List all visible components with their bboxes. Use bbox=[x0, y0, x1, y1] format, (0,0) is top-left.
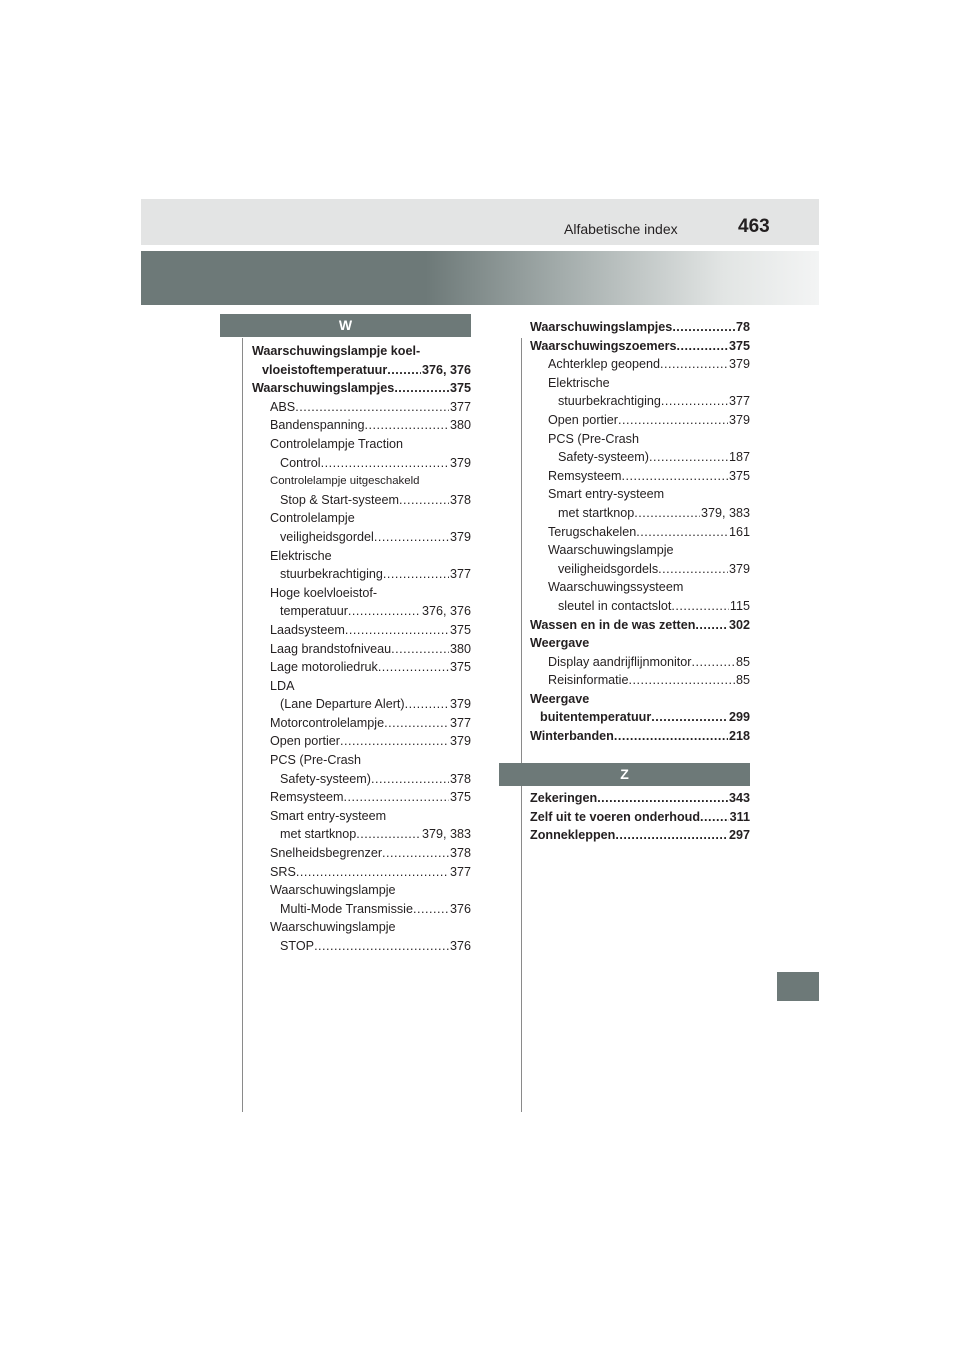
index-entry[interactable]: Zelf uit te voeren onderhoud ..... 311 bbox=[530, 808, 750, 827]
page-ref[interactable]: 377 bbox=[449, 715, 471, 730]
index-entry[interactable]: Bandenspanning ..... 380 bbox=[252, 416, 471, 435]
index-entry[interactable]: Winterbanden ..... 218 bbox=[530, 727, 750, 746]
page-ref[interactable]: 299 bbox=[728, 710, 750, 725]
page-ref[interactable]: 380 bbox=[449, 641, 471, 656]
page-ref[interactable]: 376 bbox=[449, 901, 471, 916]
index-entry[interactable]: Open portier ..... 379 bbox=[530, 411, 750, 430]
index-entry[interactable]: Control ..... 379 bbox=[252, 454, 471, 473]
page-ref[interactable]: 379 bbox=[449, 455, 471, 470]
index-entry[interactable]: Waarschuwingslampjes ..... 78 bbox=[530, 318, 750, 337]
page-ref[interactable]: 297 bbox=[728, 828, 750, 843]
page-ref[interactable]: 376, 376 bbox=[421, 362, 471, 377]
index-entry[interactable]: Controlelampje uitgeschakeld bbox=[270, 475, 420, 488]
page-ref[interactable]: 379 bbox=[728, 357, 750, 372]
index-entry[interactable]: Stop & Start-systeem ..... 378 bbox=[252, 491, 471, 510]
index-column-right-z bbox=[530, 789, 750, 845]
index-entry[interactable]: Waarschuwingslampje koel- bbox=[252, 344, 421, 358]
page-ref[interactable]: 378 bbox=[449, 846, 471, 861]
index-entry[interactable]: Controlelampje bbox=[270, 511, 355, 526]
index-entry[interactable]: Zekeringen ..... 343 bbox=[530, 789, 750, 808]
index-entry[interactable]: Open portier ..... 379 bbox=[252, 732, 471, 751]
index-entry[interactable]: Multi-Mode Transmissie ..... 376 bbox=[252, 900, 471, 919]
section-letter: Z bbox=[620, 766, 629, 783]
index-entry[interactable]: Achterklep geopend ..... 379 bbox=[530, 355, 750, 374]
index-entry[interactable]: met startknop ..... 379, 383 bbox=[530, 504, 750, 523]
index-entry[interactable]: Elektrische bbox=[270, 548, 332, 563]
page-ref[interactable]: 161 bbox=[728, 524, 750, 539]
index-entry[interactable]: Laag brandstofniveau ..... 380 bbox=[252, 640, 471, 659]
index-entry[interactable]: Smart entry-systeem bbox=[270, 808, 387, 823]
page-ref[interactable]: 343 bbox=[728, 791, 750, 805]
index-entry[interactable]: Display aandrijflijnmonitor ..... 85 bbox=[530, 653, 750, 672]
index-entry[interactable]: SRS ..... 377 bbox=[252, 863, 471, 882]
index-entry[interactable]: Elektrische bbox=[548, 375, 610, 390]
index-entry[interactable]: (Lane Departure Alert) ..... 379 bbox=[252, 695, 471, 714]
index-entry[interactable]: stuurbekrachtiging ..... 377 bbox=[252, 565, 471, 584]
page-ref[interactable]: 78 bbox=[735, 320, 750, 334]
page-ref[interactable]: 187 bbox=[728, 450, 750, 465]
index-entry[interactable]: Waarschuwingslampje bbox=[270, 883, 396, 898]
page-ref[interactable]: 379 bbox=[449, 734, 471, 749]
chapter-band bbox=[141, 251, 819, 305]
index-entry[interactable]: Safety-systeem) ..... 187 bbox=[530, 448, 750, 467]
index-entry[interactable]: Wassen en in de was zetten ..... 302 bbox=[530, 616, 750, 635]
index-entry[interactable]: PCS (Pre-Crash bbox=[270, 753, 361, 768]
page-ref[interactable]: 311 bbox=[729, 809, 750, 824]
page-ref[interactable]: 379, 383 bbox=[421, 827, 471, 842]
index-entry[interactable]: Waarschuwingslampje bbox=[548, 543, 674, 558]
section-header-z bbox=[499, 763, 750, 786]
column-divider-right bbox=[521, 338, 522, 1112]
index-entry[interactable]: Zonnekleppen ..... 297 bbox=[530, 826, 750, 845]
index-entry[interactable]: Remsysteem ..... 375 bbox=[252, 788, 471, 807]
index-entry[interactable]: Controlelampje Traction bbox=[270, 436, 403, 451]
page-ref[interactable]: 377 bbox=[728, 394, 750, 409]
index-entry[interactable]: Laadsysteem ..... 375 bbox=[252, 621, 471, 640]
index-column-right bbox=[530, 318, 750, 746]
index-entry[interactable]: Motorcontrolelampje ..... 377 bbox=[252, 714, 471, 733]
index-entry[interactable]: Waarschuwingszoemers ..... 375 bbox=[530, 337, 750, 356]
header-bar bbox=[141, 199, 819, 245]
page-ref[interactable]: 218 bbox=[728, 729, 750, 744]
page-ref[interactable]: 375 bbox=[449, 381, 471, 396]
index-entry[interactable]: stuurbekrachtiging ..... 377 bbox=[530, 392, 750, 411]
index-entry[interactable]: LDA bbox=[270, 678, 295, 693]
index-entry[interactable]: ABS ..... 377 bbox=[252, 398, 471, 417]
index-entry[interactable]: Waarschuwingslampjes ..... 375 bbox=[252, 379, 471, 398]
page-ref[interactable]: 302 bbox=[728, 617, 750, 632]
index-entry[interactable]: Terugschakelen ..... 161 bbox=[530, 523, 750, 542]
page-ref[interactable]: 380 bbox=[449, 418, 471, 433]
page-ref[interactable]: 376, 376 bbox=[421, 604, 471, 619]
index-entry[interactable]: Waarschuwingslampje bbox=[270, 920, 396, 935]
page-ref[interactable]: 379 bbox=[728, 561, 750, 576]
index-entry[interactable]: STOP ..... 376 bbox=[252, 937, 471, 956]
index-column-left bbox=[220, 314, 471, 956]
page-ref[interactable]: 377 bbox=[449, 399, 471, 414]
index-entry[interactable]: met startknop ..... 379, 383 bbox=[252, 825, 471, 844]
page-ref[interactable]: 375 bbox=[449, 660, 471, 675]
index-entry[interactable]: PCS (Pre-Crash bbox=[548, 431, 639, 446]
thumb-tab[interactable] bbox=[777, 972, 819, 1001]
page-ref[interactable]: 115 bbox=[729, 598, 750, 613]
index-entry[interactable]: Weergave bbox=[530, 691, 590, 706]
index-entry[interactable]: Remsysteem ..... 375 bbox=[530, 467, 750, 486]
page-ref[interactable]: 378 bbox=[449, 492, 471, 507]
index-entry[interactable]: Snelheidsbegrenzer ..... 378 bbox=[252, 844, 471, 863]
index-entry[interactable]: veiligheidsgordel ..... 379 bbox=[252, 528, 471, 547]
index-entry[interactable]: Smart entry-systeem bbox=[548, 487, 665, 502]
page-ref[interactable]: 379 bbox=[449, 529, 471, 544]
page-ref[interactable]: 375 bbox=[449, 790, 471, 805]
index-entry[interactable]: Safety-systeem) ..... 378 bbox=[252, 770, 471, 789]
page-ref[interactable]: 375 bbox=[728, 468, 750, 483]
section-header-z-wrap bbox=[499, 763, 750, 786]
index-entry[interactable]: temperatuur ..... 376, 376 bbox=[252, 602, 471, 621]
index-entry[interactable]: Weergave bbox=[530, 636, 590, 651]
page-ref[interactable]: 85 bbox=[735, 673, 750, 688]
page-ref[interactable]: 377 bbox=[449, 567, 471, 582]
section-header-w bbox=[220, 314, 471, 337]
index-entry[interactable]: Reisinformatie ..... 85 bbox=[530, 671, 750, 690]
index-entry[interactable]: sleutel in contactslot ..... 115 bbox=[530, 597, 750, 616]
page-ref[interactable]: 376 bbox=[449, 939, 471, 953]
page-ref[interactable]: 375 bbox=[728, 338, 750, 353]
page-ref[interactable]: 85 bbox=[735, 654, 750, 669]
page-number: 463 bbox=[738, 216, 770, 237]
page-ref[interactable]: 379 bbox=[728, 412, 750, 427]
index-entry[interactable]: Hoge koelvloeistof- bbox=[270, 585, 378, 600]
page-ref[interactable]: 377 bbox=[449, 864, 471, 879]
page-ref[interactable]: 375 bbox=[449, 622, 471, 637]
index-entry[interactable]: Lage motoroliedruk ..... 375 bbox=[252, 658, 471, 677]
page-ref[interactable]: 379, 383 bbox=[700, 505, 750, 520]
index-entry[interactable]: buitentemperatuur ..... 299 bbox=[530, 708, 750, 727]
index-entry[interactable]: Waarschuwingssysteem bbox=[548, 580, 684, 595]
page-ref[interactable]: 379 bbox=[449, 697, 471, 712]
section-letter: W bbox=[338, 317, 353, 334]
index-entry[interactable]: veiligheidsgordels ..... 379 bbox=[530, 560, 750, 579]
section-title: Alfabetische index bbox=[564, 221, 678, 237]
page-ref[interactable]: 378 bbox=[449, 771, 471, 786]
index-entry[interactable]: vloeistoftemperatuur ..... 376, 376 bbox=[252, 361, 471, 380]
